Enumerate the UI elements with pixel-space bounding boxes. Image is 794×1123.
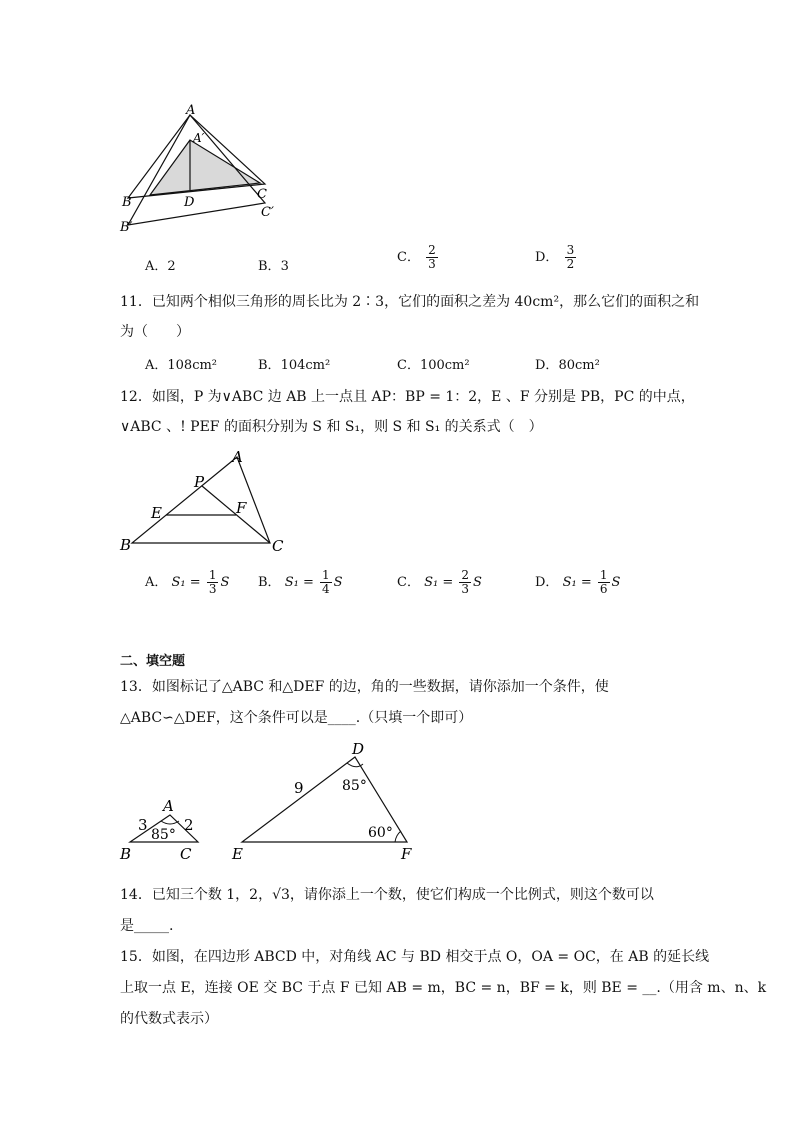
label-e: E	[151, 504, 162, 522]
q11-option-d[interactable]	[535, 354, 600, 373]
option-letter: D．	[535, 250, 559, 265]
denominator: 6	[599, 582, 608, 596]
fraction	[459, 569, 471, 596]
q12-option-b[interactable]	[258, 569, 343, 596]
q15-line3: 的代数式表示）	[120, 1011, 218, 1027]
option-letter: C．	[397, 358, 420, 373]
option-rhs: S	[220, 575, 230, 590]
q12-option-d[interactable]	[535, 569, 620, 596]
option-letter: A．	[145, 575, 168, 590]
q10-option-b[interactable]	[258, 255, 289, 274]
fraction	[598, 569, 610, 596]
label-f: F	[401, 845, 412, 863]
label-d: D	[184, 195, 195, 210]
q14-line2: 是_____.	[120, 918, 174, 934]
q10-option-c[interactable]	[397, 244, 440, 271]
q11-option-a[interactable]	[145, 354, 217, 373]
q11-option-b[interactable]	[258, 354, 330, 373]
denominator: 3	[461, 582, 470, 596]
option-value: 108cm²	[167, 358, 218, 373]
triangle-abc	[132, 457, 270, 543]
denominator: 2	[566, 257, 575, 271]
numerator: 3	[566, 243, 575, 257]
label-f: F	[236, 499, 247, 517]
option-value: 100cm²	[419, 358, 470, 373]
fraction	[565, 244, 577, 271]
figure-q10	[110, 100, 290, 235]
label-b: B	[122, 195, 132, 210]
option-letter: B．	[258, 358, 281, 373]
angle-arc-f	[395, 831, 401, 842]
label-a: A	[186, 103, 196, 118]
label-b: B	[120, 845, 132, 863]
denominator: 3	[208, 582, 217, 596]
option-letter: A．	[145, 259, 168, 274]
option-letter: C．	[397, 250, 420, 265]
option-letter: D．	[535, 358, 559, 373]
q11-line2: 为（ ）	[120, 324, 190, 340]
q13-line1: 13．如图标记了△ABC 和△DEF 的边，角的一些数据，请你添加一个条件，使	[120, 679, 609, 695]
q15-line1: 15．如图，在四边形 ABCD 中，对角线 AC 与 BD 相交于点 O，OA = OC，在 AB 的延长线	[120, 949, 710, 965]
q12-option-a[interactable]	[145, 569, 229, 596]
section-heading: 二、填空题	[120, 654, 186, 669]
label-e: E	[232, 845, 243, 863]
angle-f-value: 60°	[368, 825, 393, 841]
option-rhs: S	[333, 575, 343, 590]
option-rhs: S	[611, 575, 621, 590]
option-value: 3	[280, 259, 289, 274]
figure-q12	[110, 445, 310, 560]
label-a: A	[232, 448, 243, 466]
denominator: 3	[428, 257, 436, 271]
fraction	[426, 244, 438, 271]
fraction	[207, 569, 219, 596]
label-d: D	[352, 740, 365, 758]
angle-arc-d	[347, 763, 363, 767]
q10-option-d[interactable]	[535, 244, 578, 271]
denominator: 4	[322, 582, 330, 596]
option-value: 104cm²	[280, 358, 331, 373]
q11-option-c[interactable]	[397, 354, 470, 373]
label-a-prime: A′	[193, 131, 205, 145]
option-lhs: S₁ =	[171, 575, 201, 590]
numerator: 2	[428, 243, 436, 257]
option-lhs: S₁ =	[424, 575, 454, 590]
label-b: B	[120, 536, 132, 554]
option-value: 80cm²	[558, 358, 600, 373]
figure-q13	[110, 737, 430, 867]
numerator: 1	[599, 568, 608, 582]
q15-line2: 上取一点 E，连接 OE 交 BC 于点 F 已知 AB = m，BC = n，BF = k，则 BE = __.（用含 m、n、k	[120, 980, 767, 996]
option-rhs: S	[473, 575, 482, 590]
numerator: 1	[208, 568, 217, 582]
q12-option-c[interactable]	[397, 569, 482, 596]
side-ab: 3	[138, 816, 148, 834]
angle-a-value: 85°	[151, 827, 176, 843]
q11-line1: 11．已知两个相似三角形的周长比为 2∶3，它们的面积之差为 40cm²，那么它们的面积之和	[120, 294, 700, 310]
option-letter: D．	[535, 575, 559, 590]
label-c-prime: C′	[261, 205, 274, 220]
option-letter: B．	[258, 259, 281, 274]
label-p: P	[194, 473, 205, 491]
option-letter: B．	[258, 575, 281, 590]
q14-line1: 14．已知三个数 1，2，√3，请你添上一个数，使它们构成一个比例式，则这个数可以	[120, 887, 654, 903]
label-b-prime: B′	[120, 220, 133, 235]
option-letter: A．	[145, 358, 168, 373]
angle-d-value: 85°	[342, 778, 367, 794]
label-a: A	[163, 797, 174, 815]
label-c: C	[272, 537, 284, 555]
option-lhs: S₁ =	[284, 575, 314, 590]
option-letter: C．	[397, 575, 420, 590]
option-value: 2	[167, 259, 176, 274]
q12-line1: 12．如图，P 为∨ABC 边 AB 上一点且 AP：BP = 1：2，E 、F 分别是 PB，PC 的中点，	[120, 389, 695, 405]
numerator: 2	[461, 568, 470, 582]
option-lhs: S₁ =	[562, 575, 592, 590]
q13-line2: △ABC∽△DEF，这个条件可以是____.（只填一个即可）	[120, 710, 473, 726]
label-c: C	[180, 845, 192, 863]
label-c: C	[257, 187, 267, 202]
q10-option-a[interactable]	[145, 255, 176, 274]
side-ac: 2	[184, 816, 194, 834]
q12-line2: ∨ABC 、! PEF 的面积分别为 S 和 S₁，则 S 和 S₁ 的关系式（ ）	[120, 419, 543, 435]
side-de: 9	[294, 779, 304, 797]
fraction	[320, 569, 332, 596]
numerator: 1	[322, 568, 330, 582]
